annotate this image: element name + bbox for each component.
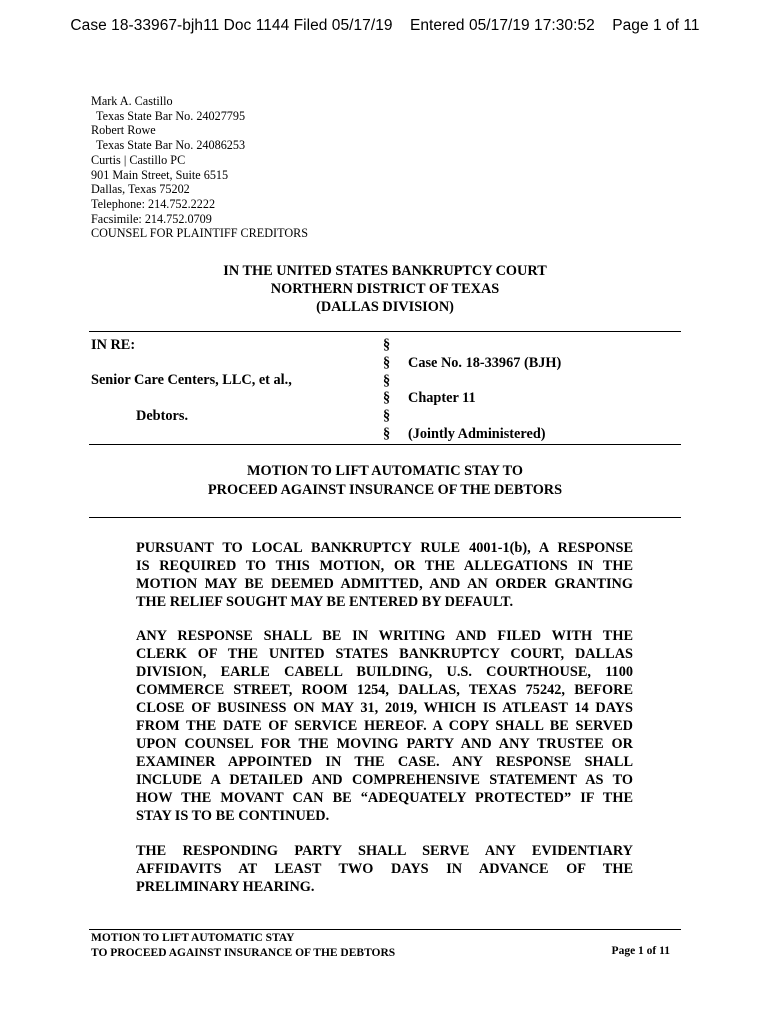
counsel-line: Facsimile: 214.752.0709 [91, 211, 212, 226]
paragraph-line: PURSUANT TO LOCAL BANKRUPTCY RULE 4001-1(b), A RESPONSE [136, 540, 633, 556]
paragraph-line: IS REQUIRED TO THIS MOTION, OR THE ALLEGATIONS IN THE [136, 558, 633, 574]
paragraph-line: STAY IS TO BE CONTINUED. [136, 808, 330, 824]
footer-line: MOTION TO LIFT AUTOMATIC STAY [91, 932, 295, 944]
section-symbol: § [383, 355, 391, 371]
case-number: Case No. 18-33967 (BJH) [408, 355, 562, 371]
filing-stamp: Case 18-33967-bjh11 Doc 1144 Filed 05/17/19 Entered 05/17/19 17:30:52 Page 1 of 11 [70, 17, 700, 34]
court-district: NORTHERN DISTRICT OF TEXAS [270, 281, 500, 297]
paragraph-line: PRELIMINARY HEARING. [136, 879, 315, 895]
section-symbol: § [383, 373, 391, 389]
motion-title [0, 462, 770, 500]
jointly-administered: (Jointly Administered) [408, 426, 546, 442]
paragraph-line: COMMERCE STREET, ROOM 1254, DALLAS, TEXAS 75242, BEFORE [136, 682, 633, 698]
counsel-line: Mark A. Castillo [91, 94, 173, 108]
counsel-line: Telephone: 214.752.2222 [91, 196, 216, 211]
footer-title [91, 931, 395, 961]
paragraph-line: THE RELIEF SOUGHT MAY BE ENTERED BY DEFAULT. [136, 594, 514, 610]
section-symbol: § [383, 390, 391, 406]
notice-paragraph-affidavits [136, 842, 633, 896]
paragraph-line: AFFIDAVITS AT LEAST TWO DAYS IN ADVANCE OF THE [136, 861, 633, 877]
counsel-line: Curtis | Castillo PC [91, 152, 186, 167]
counsel-line: 901 Main Street, Suite 6515 [91, 167, 229, 182]
paragraph-line: CLERK OF THE UNITED STATES BANKRUPTCY COURT, DALLAS [136, 646, 633, 662]
counsel-line: COUNSEL FOR PLAINTIFF CREDITORS [91, 226, 309, 241]
counsel-line: Texas State Bar No. 24086253 [96, 138, 246, 153]
paragraph-line: ANY RESPONSE SHALL BE IN WRITING AND FILED WITH THE [136, 628, 633, 644]
footer-line: TO PROCEED AGAINST INSURANCE OF THE DEBTORS [91, 947, 396, 959]
chapter-label: Chapter 11 [408, 390, 476, 406]
paragraph-line: CLOSE OF BUSINESS ON MAY 31, 2019, WHICH IS ATLEAST 14 DAYS [136, 700, 633, 716]
counsel-block [91, 94, 308, 241]
title-rule [89, 517, 681, 518]
counsel-line: Dallas, Texas 75202 [91, 182, 190, 197]
caption-top-rule [89, 331, 681, 332]
section-symbol: § [383, 408, 391, 424]
debtors-label: Debtors. [136, 408, 189, 424]
motion-title-line: PROCEED AGAINST INSURANCE OF THE DEBTORS [207, 482, 563, 498]
section-symbol: § [383, 426, 391, 442]
paragraph-line: HOW THE MOVANT CAN BE “ADEQUATELY PROTECTED” IF THE [136, 790, 633, 806]
counsel-line: Texas State Bar No. 24027795 [96, 108, 246, 123]
court-heading [0, 262, 770, 316]
paragraph-line: UPON COUNSEL FOR THE MOVING PARTY AND ANY TRUSTEE OR [136, 736, 633, 752]
court-name: IN THE UNITED STATES BANKRUPTCY COURT [223, 263, 547, 279]
paragraph-line: THE RESPONDING PARTY SHALL SERVE ANY EVIDENTIARY [136, 843, 633, 859]
notice-paragraph-response-required [136, 539, 633, 611]
court-division: (DALLAS DIVISION) [316, 299, 454, 315]
motion-title-line: MOTION TO LIFT AUTOMATIC STAY TO [246, 463, 524, 479]
paragraph-line: INCLUDE A DETAILED AND COMPREHENSIVE STATEMENT AS TO [136, 772, 633, 788]
caption-bottom-rule [89, 444, 681, 445]
footer-rule [89, 929, 681, 930]
paragraph-line: FROM THE DATE OF SERVICE HEREOF. A COPY SHALL BE SERVED [136, 718, 633, 734]
paragraph-line: DIVISION, EARLE CABELL BUILDING, U.S. COURTHOUSE, 1100 [136, 664, 633, 680]
notice-paragraph-filing [136, 627, 633, 825]
footer-page-number: Page 1 of 11 [611, 945, 670, 957]
counsel-line: Robert Rowe [91, 123, 156, 138]
section-symbol: § [383, 337, 391, 353]
paragraph-line: EXAMINER APPOINTED IN THE CASE. ANY RESPONSE SHALL [136, 754, 633, 770]
in-re-label: IN RE: [91, 337, 136, 353]
debtor-party: Senior Care Centers, LLC, et al., [91, 372, 292, 388]
paragraph-line: MOTION MAY BE DEEMED ADMITTED, AND AN ORDER GRANTING [136, 576, 633, 592]
